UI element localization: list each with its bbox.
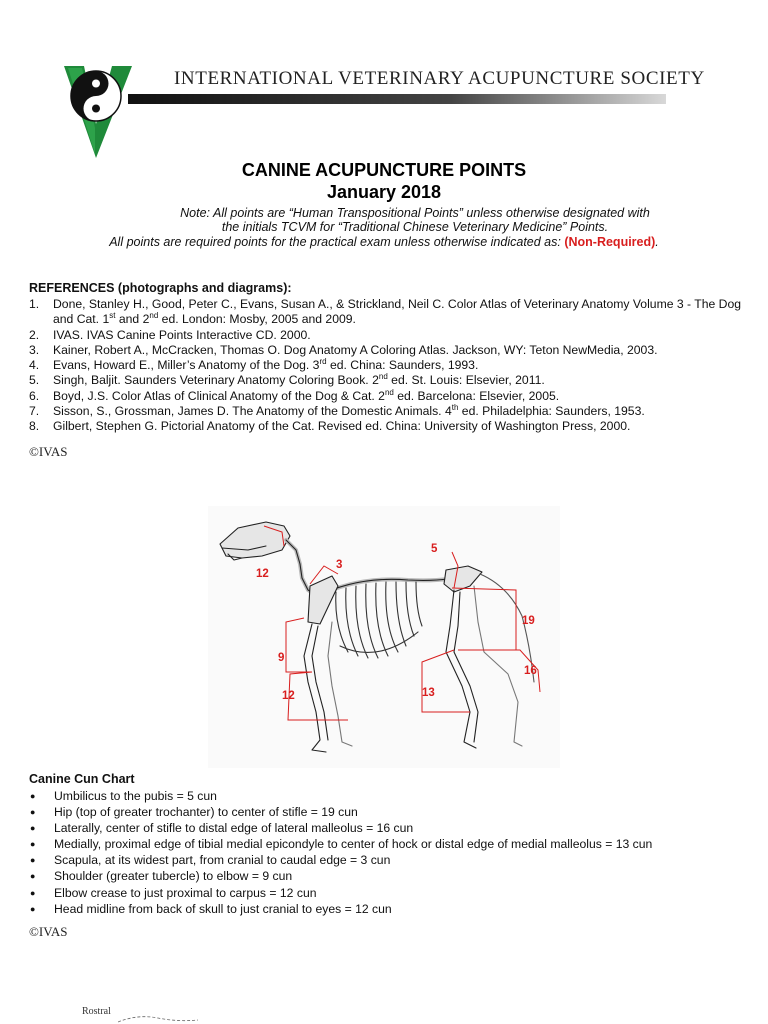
organization-name: INTERNATIONAL VETERINARY ACUPUNCTURE SOCIETY <box>174 68 705 89</box>
header-rule <box>128 94 666 104</box>
reference-segment: Kainer, Robert A., McCracken, Thomas O. Dog Anatomy A Coloring Atlas. Jackson, WY: Teton NewMedia, 2003. <box>53 342 658 357</box>
cun-chart-item <box>29 885 749 901</box>
reference-segment: IVAS. IVAS Canine Points Interactive CD. 2000. <box>53 327 311 342</box>
reference-text <box>53 419 749 434</box>
note-line-1: Note: All points are “Human Transpositional Points” unless otherwise designated with <box>180 206 650 220</box>
reference-item <box>29 419 749 434</box>
reference-number: 6. <box>29 388 40 403</box>
cun-chart-item <box>29 820 749 836</box>
label-medial-hock-13: 13 <box>422 687 435 699</box>
reference-text <box>53 328 749 343</box>
note-line-3-end: . <box>655 235 659 249</box>
bullet-icon: ● <box>30 903 36 914</box>
reference-text <box>53 404 749 419</box>
reference-number: 7. <box>29 404 40 419</box>
cun-chart-text: Scapula, at its widest part, from cranial to caudal edge = 3 cun <box>54 853 391 868</box>
reference-superscript: rd <box>319 357 327 367</box>
reference-superscript: nd <box>149 311 159 321</box>
reference-number: 8. <box>29 419 40 434</box>
label-elbow-carpus-12: 12 <box>282 690 295 702</box>
cun-chart-item <box>29 852 749 868</box>
reference-item <box>29 358 749 373</box>
reference-segment: Done, Stanley H., Good, Peter C., Evans, Susan A., & Strickland, Neil C. Color Atlas of Veterinary Anatomy Volume 3 - The Dog and Cat. 1 <box>53 297 742 327</box>
label-shoulder-elbow-9: 9 <box>278 652 285 664</box>
label-umbilicus-5: 5 <box>431 543 438 555</box>
note-line-3-text: All points are required points for the practical exam unless otherwise indicated as: <box>109 235 565 249</box>
ivas-logo <box>62 62 134 162</box>
reference-segment: Boyd, J.S. Color Atlas of Clinical Anatomy of the Dog & Cat. 2 <box>53 388 385 403</box>
cun-chart-text: Elbow crease to just proximal to carpus = 12 cun <box>54 885 317 900</box>
non-required-label: (Non-Required) <box>564 235 656 249</box>
cun-chart-item <box>29 901 749 917</box>
note-line-3 <box>0 235 768 250</box>
reference-text <box>53 389 749 404</box>
references-heading: REFERENCES (photographs and diagrams): <box>29 281 292 295</box>
label-stifle-malleolus-16: 16 <box>524 665 537 677</box>
bullet-icon: ● <box>30 839 36 850</box>
reference-number: 5. <box>29 373 40 388</box>
cun-chart-item <box>29 836 749 852</box>
reference-text <box>53 358 749 373</box>
reference-item <box>29 389 749 404</box>
cun-chart-text: Head midline from back of skull to just cranial to eyes = 12 cun <box>54 901 392 916</box>
bullet-icon: ● <box>30 871 36 882</box>
canine-skeleton-figure <box>208 506 560 768</box>
reference-item <box>29 343 749 358</box>
reference-number: 1. <box>29 297 40 311</box>
note-line-2: the initials TCVM for “Traditional Chinese Veterinary Medicine” Points. <box>221 220 609 234</box>
reference-number: 4. <box>29 358 40 373</box>
label-hip-stifle-19: 19 <box>522 615 535 627</box>
bullet-icon: ● <box>30 807 36 818</box>
reference-segment: Sisson, S., Grossman, James D. The Anatomy of the Domestic Animals. 4 <box>53 404 452 419</box>
bullet-icon: ● <box>30 887 36 898</box>
cun-chart-item <box>29 788 749 804</box>
reference-number: 2. <box>29 327 40 342</box>
cun-chart-text: Laterally, center of stifle to distal edge of lateral malleolus = 16 cun <box>54 821 414 836</box>
reference-item <box>29 328 749 343</box>
reference-superscript: nd <box>384 387 394 397</box>
cun-chart-item <box>29 804 749 820</box>
reference-segment: ed. Philadelphia: Saunders, 1953. <box>458 404 645 419</box>
reference-segment: and 2 <box>115 312 150 327</box>
reference-superscript: th <box>451 403 459 413</box>
reference-segment: Singh, Baljit. Saunders Veterinary Anatomy Coloring Book. 2 <box>53 373 379 388</box>
reference-text <box>53 373 749 388</box>
cun-chart-text: Medially, proximal edge of tibial medial epicondyle to center of hock or distal edge of medial malleolus = 13 cun <box>54 837 653 852</box>
bullet-icon: ● <box>30 855 36 866</box>
reference-segment: Gilbert, Stephen G. Pictorial Anatomy of the Cat. Revised ed. China: University of Washington Press, 2000. <box>53 419 631 434</box>
reference-segment: ed. Barcelona: Elsevier, 2005. <box>393 388 560 403</box>
reference-segment: Evans, Howard E., Miller’s Anatomy of the Dog. 3 <box>53 358 320 373</box>
reference-item <box>29 404 749 419</box>
cun-chart-list <box>29 788 749 917</box>
page-title: CANINE ACUPUNCTURE POINTS <box>241 160 527 180</box>
copyright-notice-2: ©IVAS <box>29 924 68 939</box>
reference-segment: ed. London: Mosby, 2005 and 2009. <box>158 312 356 327</box>
cun-chart-text: Shoulder (greater tubercle) to elbow = 9 cun <box>54 869 293 884</box>
label-scapula-3: 3 <box>336 559 343 571</box>
bullet-icon: ● <box>30 791 36 801</box>
page-date: January 2018 <box>326 182 442 202</box>
references-list <box>29 297 749 435</box>
copyright-notice: ©IVAS <box>29 444 68 459</box>
cun-chart-text: Umbilicus to the pubis = 5 cun <box>54 789 217 803</box>
reference-segment: ed. St. Louis: Elsevier, 2011. <box>387 373 545 388</box>
reference-text <box>53 297 749 328</box>
cun-chart-heading: Canine Cun Chart <box>29 772 135 786</box>
bottom-figure-partial <box>118 1010 198 1024</box>
reference-superscript: nd <box>378 372 388 382</box>
bullet-icon: ● <box>30 823 36 834</box>
rostral-label: Rostral <box>82 1006 111 1017</box>
cun-chart-text: Hip (top of greater trochanter) to center of stifle = 19 cun <box>54 805 358 820</box>
reference-item <box>29 373 749 388</box>
reference-segment: ed. China: Saunders, 1993. <box>326 358 479 373</box>
reference-number: 3. <box>29 342 40 357</box>
cun-chart-item <box>29 868 749 884</box>
label-head-12: 12 <box>256 568 269 580</box>
reference-item <box>29 297 749 328</box>
reference-text <box>53 343 749 358</box>
reference-superscript: st <box>109 311 116 321</box>
